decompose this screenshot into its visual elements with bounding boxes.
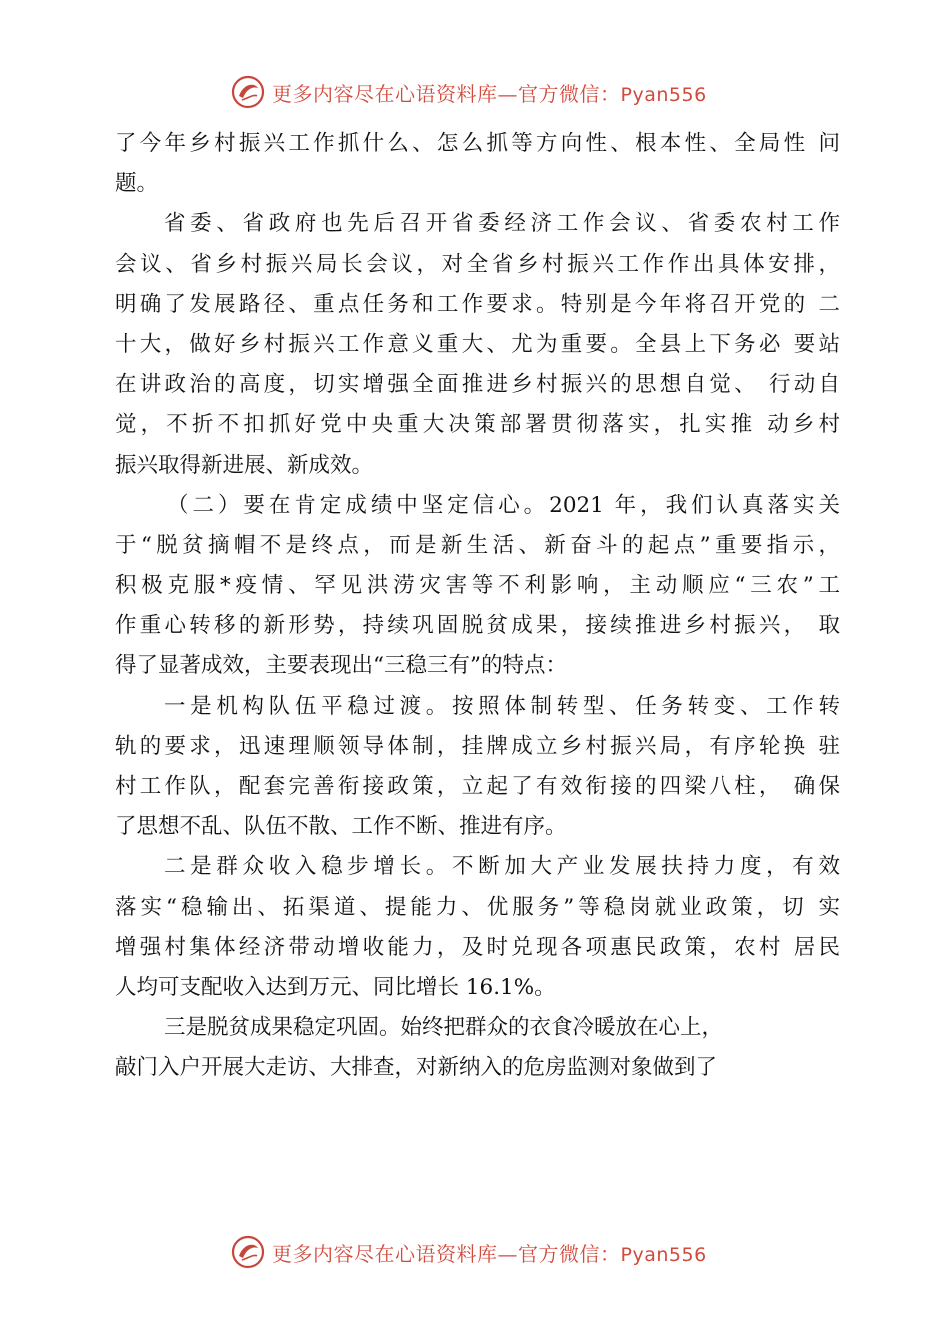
header-banner-text: [272, 78, 707, 107]
text-line: 会议、省乡村振兴局长会议，对全省乡村振兴工作作出具体安排，: [115, 251, 840, 277]
footer-banner-cn: 更多内容尽在心语资料库—官方微信：: [272, 1241, 621, 1266]
text-line: 振兴取得新进展、新成效。: [115, 452, 374, 478]
text-line: 省委、省政府也先后召开省委经济工作会议、省委农村工作: [164, 211, 840, 237]
brand-logo-icon: [230, 1234, 266, 1270]
text-line: （二）要在肯定成绩中坚定信心。2021 年，我们认真落实关: [167, 492, 840, 518]
text-line: 一是机构队伍平稳过渡。按照体制转型、任务转变、工作转: [164, 693, 840, 719]
brand-logo-icon: [230, 74, 266, 110]
text-line: 敲门入户开展大走访、大排查，对新纳入的危房监测对象做到了: [115, 1055, 718, 1081]
text-line: 人均可支配收入达到万元、同比增长 16.1%。: [115, 974, 556, 1000]
text-line: 作重心转移的新形势，持续巩固脱贫成果，接续推进乡村振兴， 取: [115, 613, 840, 639]
text-line: 明确了发展路径、重点任务和工作要求。特别是今年将召开党的 二: [115, 291, 840, 317]
text-line: 于“脱贫摘帽不是终点，而是新生活、新奋斗的起点”重要指示，: [115, 532, 840, 558]
text-line: 了思想不乱、队伍不散、工作不断、推进有序。: [115, 814, 567, 840]
text-line: 觉，不折不扣抓好党中央重大决策部署贯彻落实，扎实推 动乡村: [115, 412, 840, 438]
text-line: 了今年乡村振兴工作抓什么、怎么抓等方向性、根本性、全局性 问: [115, 131, 840, 156]
header-banner: [230, 72, 750, 112]
text-line: 轨的要求，迅速理顺领导体制，挂牌成立乡村振兴局，有序轮换 驻: [115, 733, 840, 759]
text-line: 十大，做好乡村振兴工作意义重大、尤为重要。全县上下务必 要站: [115, 331, 840, 357]
text-line: 题。: [115, 171, 159, 197]
document-body: [115, 124, 840, 1089]
text-line: 二是群众收入稳步增长。不断加大产业发展扶持力度，有效: [164, 854, 840, 880]
footer-banner-wechat-id: Pyan556: [620, 1243, 707, 1266]
footer-banner-text: [272, 1238, 707, 1267]
header-banner-wechat-id: Pyan556: [620, 83, 707, 106]
text-line: 增强村集体经济带动增收能力，及时兑现各项惠民政策，农村 居民: [115, 934, 840, 960]
text-line: 村工作队，配套完善衔接政策，立起了有效衔接的四梁八柱， 确保: [115, 774, 840, 799]
text-line: 在讲政治的高度，切实增强全面推进乡村振兴的思想自觉、 行动自: [115, 372, 840, 398]
footer-banner: [230, 1232, 750, 1272]
text-line: 落实“稳输出、拓渠道、提能力、优服务”等稳岗就业政策，切 实: [115, 894, 840, 920]
text-line: 三是脱贫成果稳定巩固。始终把群众的衣食冷暖放在心上，: [164, 1015, 724, 1041]
header-banner-cn: 更多内容尽在心语资料库—官方微信：: [272, 81, 621, 106]
text-line: 积极克服*疫情、罕见洪涝灾害等不利影响，主动顺应“三农”工: [115, 573, 840, 599]
text-line: 得了显著成效，主要表现出“三稳三有”的特点：: [115, 653, 567, 679]
